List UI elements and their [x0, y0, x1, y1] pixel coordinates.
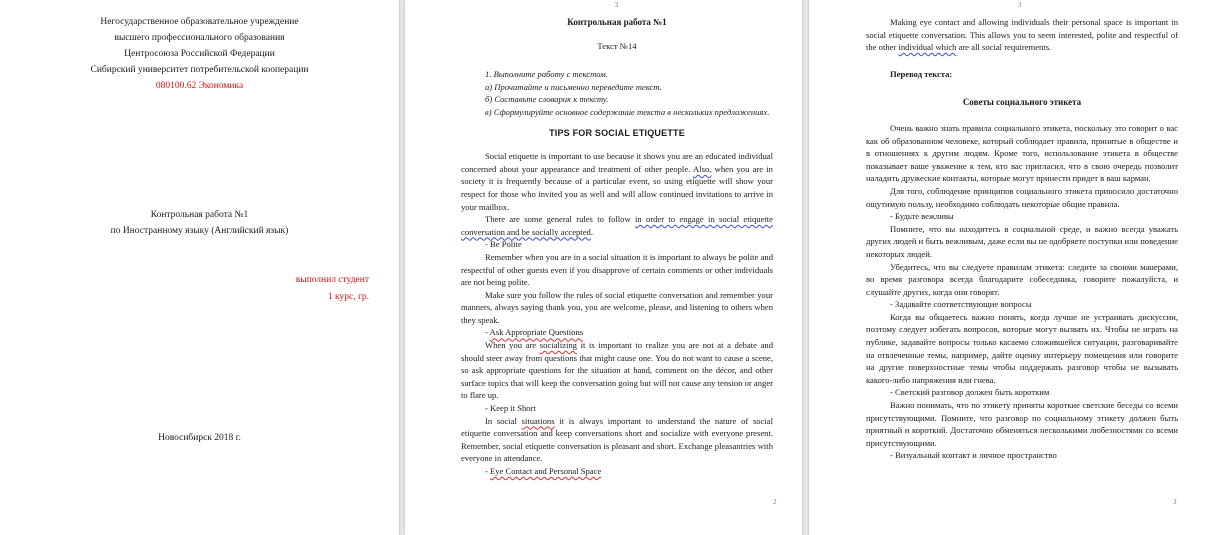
- paragraph: Remember when you are in a social situation it is important to always be polite and respectful of other guests even if you disapprove of certain comments or other individuals are not being polite.: [461, 251, 773, 288]
- paragraph: Когда вы общаетесь важно понять, когда лучше не устраивать дискуссии, поэтому следует избегать вопросов, которые могут вызвать их. Чтобы не играть на публике, задавайте вопросы только касаемо сложившейся ситуации, разговаривайте на отвлеченные темы, например, дайте оценку интерьеру помещения или говорите на другие поверхностные темы чтобы поддержать разговор чтобы не вызывать какого-либо напряжения или гнева.: [866, 311, 1178, 385]
- header-line: Сибирский университет потребительской кооперации: [90, 65, 309, 75]
- task-list: [461, 68, 773, 118]
- page-3-content: [866, 16, 1178, 462]
- list-heading: - Ask Appropriate Questions: [485, 327, 584, 338]
- assignment-title: Контрольная работа №1: [567, 17, 667, 27]
- paragraph: In social situations it is always important to understand the nature of social etiquette conversation and keep conversations short and socialize with everyone present. Remember, social etiquette conversation is pleasant and short. Exchange pleasantries with everyone in attendance.: [461, 415, 773, 464]
- list-heading: - Визуальный контакт и личное пространство: [890, 450, 1057, 461]
- page-number-top: 2: [615, 1, 619, 9]
- list-heading: - Задавайте соответствующие вопросы: [890, 299, 1032, 310]
- list-heading: - Будьте вежливы: [890, 211, 954, 222]
- paragraph: Making eye contact and allowing individuals their personal space is important in social etiquette conversation. This allows you to seem interested, polite and respectful of the other individual which are all social requirements.: [866, 17, 1178, 53]
- institution-header: [0, 14, 399, 94]
- document-page-2: [405, 0, 802, 535]
- header-line: Негосударственное образовательное учреждение: [100, 17, 299, 27]
- student-course: 1 курс, гр.: [327, 292, 369, 302]
- page-number-bottom: 3: [1173, 498, 1177, 506]
- page-number-top: 3: [1018, 1, 1022, 9]
- list-heading: - Be Polite: [485, 239, 522, 250]
- work-subject-line: по Иностранному языку (Английский язык): [110, 226, 289, 236]
- english-heading: TIPS FOR SOCIAL ETIQUETTE: [549, 127, 685, 138]
- paragraph: Важно понимать, что по этикету приняты короткие светские беседы со всеми присутствующими. Помните, что разговор по социальному этикету должен быть приятный и короткий. Достаточно обменяться несколькими любезностями со всеми присутствующими.: [866, 400, 1178, 448]
- paragraph: Помните, что вы находитесь в социальной среде, и важно всегда уважать других людей и быть вежливым, даже если вы не одобряете поступки или поведение некоторых людей.: [866, 223, 1178, 259]
- paragraph: Убедитесь, что вы следуете правилам этикета: следите за своими манерами, во время разговора всегда благодарите собеседника, говорите пожалуйста, и слушайте других, когда они говорят.: [866, 261, 1178, 297]
- translation-title: Советы социального этикета: [962, 97, 1082, 108]
- list-heading: - Eye Contact and Personal Space: [485, 466, 602, 476]
- work-title: [0, 207, 399, 239]
- list-heading: - Keep it Short: [485, 403, 536, 414]
- paragraph: Make sure you follow the rules of social etiquette conversation and remember your manners, always saying thank you, you are welcome, please, and listening to others when they speak.: [461, 289, 773, 325]
- paragraph: Очень важно знать правила социального этикета, поскольку это говорит о вас как об образованном человеке, который соблюдает правила, принятые в обществе и в отношениях к другим людям. Кроме того, использование этикета в обществе показывает ваше уважение к тем, кто вас пригласил, что в свою очередь позволит наладить дружеские контакты, которые могут принести придет в ваш карман.: [866, 122, 1178, 184]
- text-label: Текст №14: [597, 40, 637, 51]
- task-item: в) Сформулируйте основное содержание текста в нескольких предложениях.: [485, 106, 770, 117]
- task-item: б) Составьте словарик к тексту.: [485, 94, 609, 105]
- student-info: [296, 272, 369, 306]
- document-page-3: [809, 0, 1207, 535]
- paragraph: When you are socializing it is important to realize you are not at a debate and should steer away from questions that might cause one. You do not want to cause a scene, so ask appropriate questions for the situation at hand, comment on the décor, and other surface topics that will keep the conversation going but will not cause any tension or anger to flare up.: [461, 340, 773, 401]
- paragraph: There are some general rules to follow in order to engage in social etiquette conversation and be socially accepted.: [461, 214, 773, 237]
- list-heading: - Светский разговор должен быть коротким: [890, 387, 1050, 398]
- translation-label: Перевод текста:: [890, 68, 953, 79]
- paragraph: Social etiquette is important to use because it shows you are an educated individual concerned about your appearance and treatment of other people. Also, when you are in society it is frequently because of a particular event, so using etiquette will show your respect for those who invited you as well and will allow continued invitations to arrive in your mailbox.: [461, 151, 773, 212]
- paragraph: Для того, соблюдение принципов социального этикета приносило достаточно ощутимую пользу, необходимо соблюдать некоторые общие правила.: [866, 185, 1178, 209]
- student-label: выполнил студент: [295, 275, 369, 285]
- work-title-line: Контрольная работа №1: [150, 210, 249, 220]
- header-line: Центросоюза Российской Федерации: [124, 49, 275, 59]
- page-2-content: [461, 16, 773, 478]
- specialty-code: 080100.62 Экономика: [155, 81, 244, 91]
- city-year: Новосибирск 2018 г.: [158, 433, 241, 443]
- task-item: 1. Выполните работу с текстом.: [485, 69, 608, 80]
- task-item: а) Прочитайте и письменно переведите текст.: [485, 81, 662, 92]
- page-number-bottom: 2: [773, 498, 777, 506]
- header-line: высшего профессионального образования: [114, 33, 285, 43]
- document-page-1: [0, 0, 399, 535]
